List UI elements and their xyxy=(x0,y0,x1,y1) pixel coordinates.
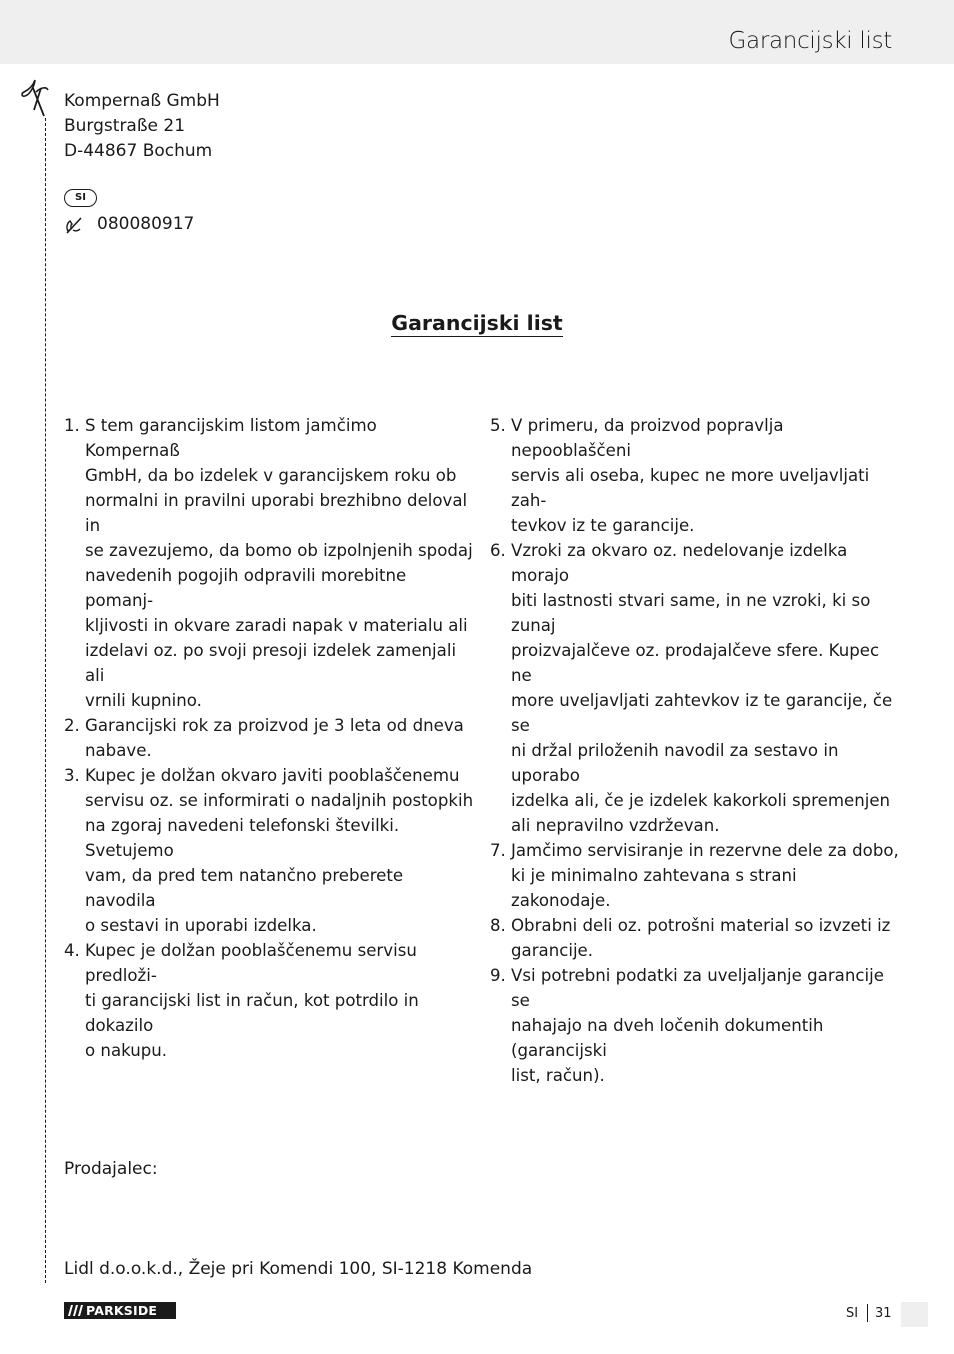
term-line: izdelavi oz. po svoji presoji izdelek zamenjali ali xyxy=(85,641,457,685)
term-item xyxy=(490,913,900,963)
term-item xyxy=(64,713,474,763)
term-text xyxy=(511,413,900,538)
term-line: o sestavi in uporabi izdelka. xyxy=(85,916,317,935)
term-line: S tem garancijskim listom jamčimo Kompernaß xyxy=(85,416,377,460)
term-line: kljivosti in okvare zaradi napak v materialu ali xyxy=(85,616,468,635)
term-line: V primeru, da proizvod popravlja nepooblaščeni xyxy=(511,416,784,460)
term-line: Vzroki za okvaro oz. nedelovanje izdelka morajo xyxy=(511,541,848,585)
term-line: nahajajo na dveh ločenih dokumentih (garancijski xyxy=(511,1016,824,1060)
term-line: proizvajalčeve oz. prodajalčeve sfere. Kupec ne xyxy=(511,641,880,685)
term-line: vam, da pred tem natančno preberete navodila xyxy=(85,866,404,910)
term-item xyxy=(490,413,900,538)
seller-label: Prodajalec: xyxy=(64,1159,158,1179)
term-number: 9. xyxy=(490,966,506,985)
terms-left-column xyxy=(64,413,474,1063)
term-line: ti garancijski list in račun, kot potrdilo in dokazilo xyxy=(85,991,419,1035)
term-line: nabave. xyxy=(85,741,152,760)
term-line: navedenih pogojih odpravili morebitne pomanj- xyxy=(85,566,407,610)
term-number: 1. xyxy=(64,416,80,435)
term-text xyxy=(511,538,900,838)
term-text xyxy=(85,713,474,763)
term-number: 3. xyxy=(64,766,80,785)
term-line: Obrabni deli oz. potrošni material so izvzeti iz xyxy=(511,916,891,935)
term-text xyxy=(511,838,900,913)
term-number: 7. xyxy=(490,841,506,860)
page-title: Garancijski list xyxy=(728,28,892,54)
term-item xyxy=(64,938,474,1063)
term-line: izdelka ali, če je izdelek kakorkoli spremenjen xyxy=(511,791,891,810)
term-item xyxy=(64,763,474,938)
term-line: biti lastnosti stvari same, in ne vzroki, ki so zunaj xyxy=(511,591,871,635)
term-line: Jamčimo servisiranje in rezervne dele za dobo, xyxy=(511,841,899,860)
term-number: 4. xyxy=(64,941,80,960)
term-line: Vsi potrebni podatki za uveljaljanje garancije se xyxy=(511,966,884,1010)
brand-name: PARKSIDE xyxy=(86,1303,158,1318)
footer-tab xyxy=(901,1302,928,1327)
term-item xyxy=(64,413,474,713)
term-line: GmbH, da bo izdelek v garancijskem roku ob xyxy=(85,466,457,485)
scissors-icon xyxy=(20,78,50,118)
term-line: normalni in pravilni uporabi brezhibno deloval in xyxy=(85,491,468,535)
term-line: more uveljavljati zahtevkov iz te garancije, če se xyxy=(511,691,893,735)
term-line: vrnili kupnino. xyxy=(85,691,202,710)
term-text xyxy=(85,938,474,1063)
term-text xyxy=(85,763,474,938)
manufacturer-address xyxy=(64,89,220,164)
term-item xyxy=(490,538,900,838)
brand-logo xyxy=(64,1302,176,1319)
term-item xyxy=(490,963,900,1088)
cut-line xyxy=(45,118,46,1283)
footer-divider xyxy=(867,1304,868,1322)
address-line: D-44867 Bochum xyxy=(64,141,213,161)
term-line: list, račun). xyxy=(511,1066,605,1085)
term-line: Garancijski rok za proizvod je 3 leta od dneva xyxy=(85,716,464,735)
term-text xyxy=(85,413,474,713)
term-number: 2. xyxy=(64,716,80,735)
section-title xyxy=(0,311,954,335)
address-line: Burgstraße 21 xyxy=(64,116,186,136)
term-line: servisu oz. se informirati o nadaljnih postopkih xyxy=(85,791,474,810)
phone-icon xyxy=(64,215,84,235)
term-item xyxy=(490,838,900,913)
term-line: garancije. xyxy=(511,941,594,960)
term-line: ni držal priloženih navodil za sestavo in uporabo xyxy=(511,741,839,785)
term-line: na zgoraj navedeni telefonski številki. Svetujemo xyxy=(85,816,400,860)
terms-right-column xyxy=(490,413,900,1088)
term-line: o nakupu. xyxy=(85,1041,168,1060)
term-line: ali nepravilno vzdrževan. xyxy=(511,816,720,835)
term-line: Kupec je dolžan pooblaščenemu servisu predloži- xyxy=(85,941,417,985)
term-line: tevkov iz te garancije. xyxy=(511,516,695,535)
phone-number: 080080917 xyxy=(97,214,195,234)
term-line: Kupec je dolžan okvaro javiti pooblaščenemu xyxy=(85,766,460,785)
distributor-address: Lidl d.o.o.k.d., Žeje pri Komendi 100, SI-1218 Komenda xyxy=(64,1259,533,1279)
term-number: 5. xyxy=(490,416,506,435)
term-number: 8. xyxy=(490,916,506,935)
phone-row xyxy=(64,212,194,237)
term-line: servis ali oseba, kupec ne more uveljavljati zah- xyxy=(511,466,870,510)
address-line: Kompernaß GmbH xyxy=(64,91,220,111)
brand-slashes-icon xyxy=(64,1302,86,1319)
term-number: 6. xyxy=(490,541,506,560)
term-line: ki je minimalno zahtevana s strani zakonodaje. xyxy=(511,866,797,910)
term-text xyxy=(511,913,900,963)
country-badge: SI xyxy=(64,189,97,207)
term-line: se zavezujemo, da bomo ob izpolnjenih spodaj xyxy=(85,541,473,560)
footer-language: SI xyxy=(846,1306,859,1321)
term-text xyxy=(511,963,900,1088)
page-number: 31 xyxy=(875,1306,892,1321)
section-title-text: Garancijski list xyxy=(391,311,563,335)
